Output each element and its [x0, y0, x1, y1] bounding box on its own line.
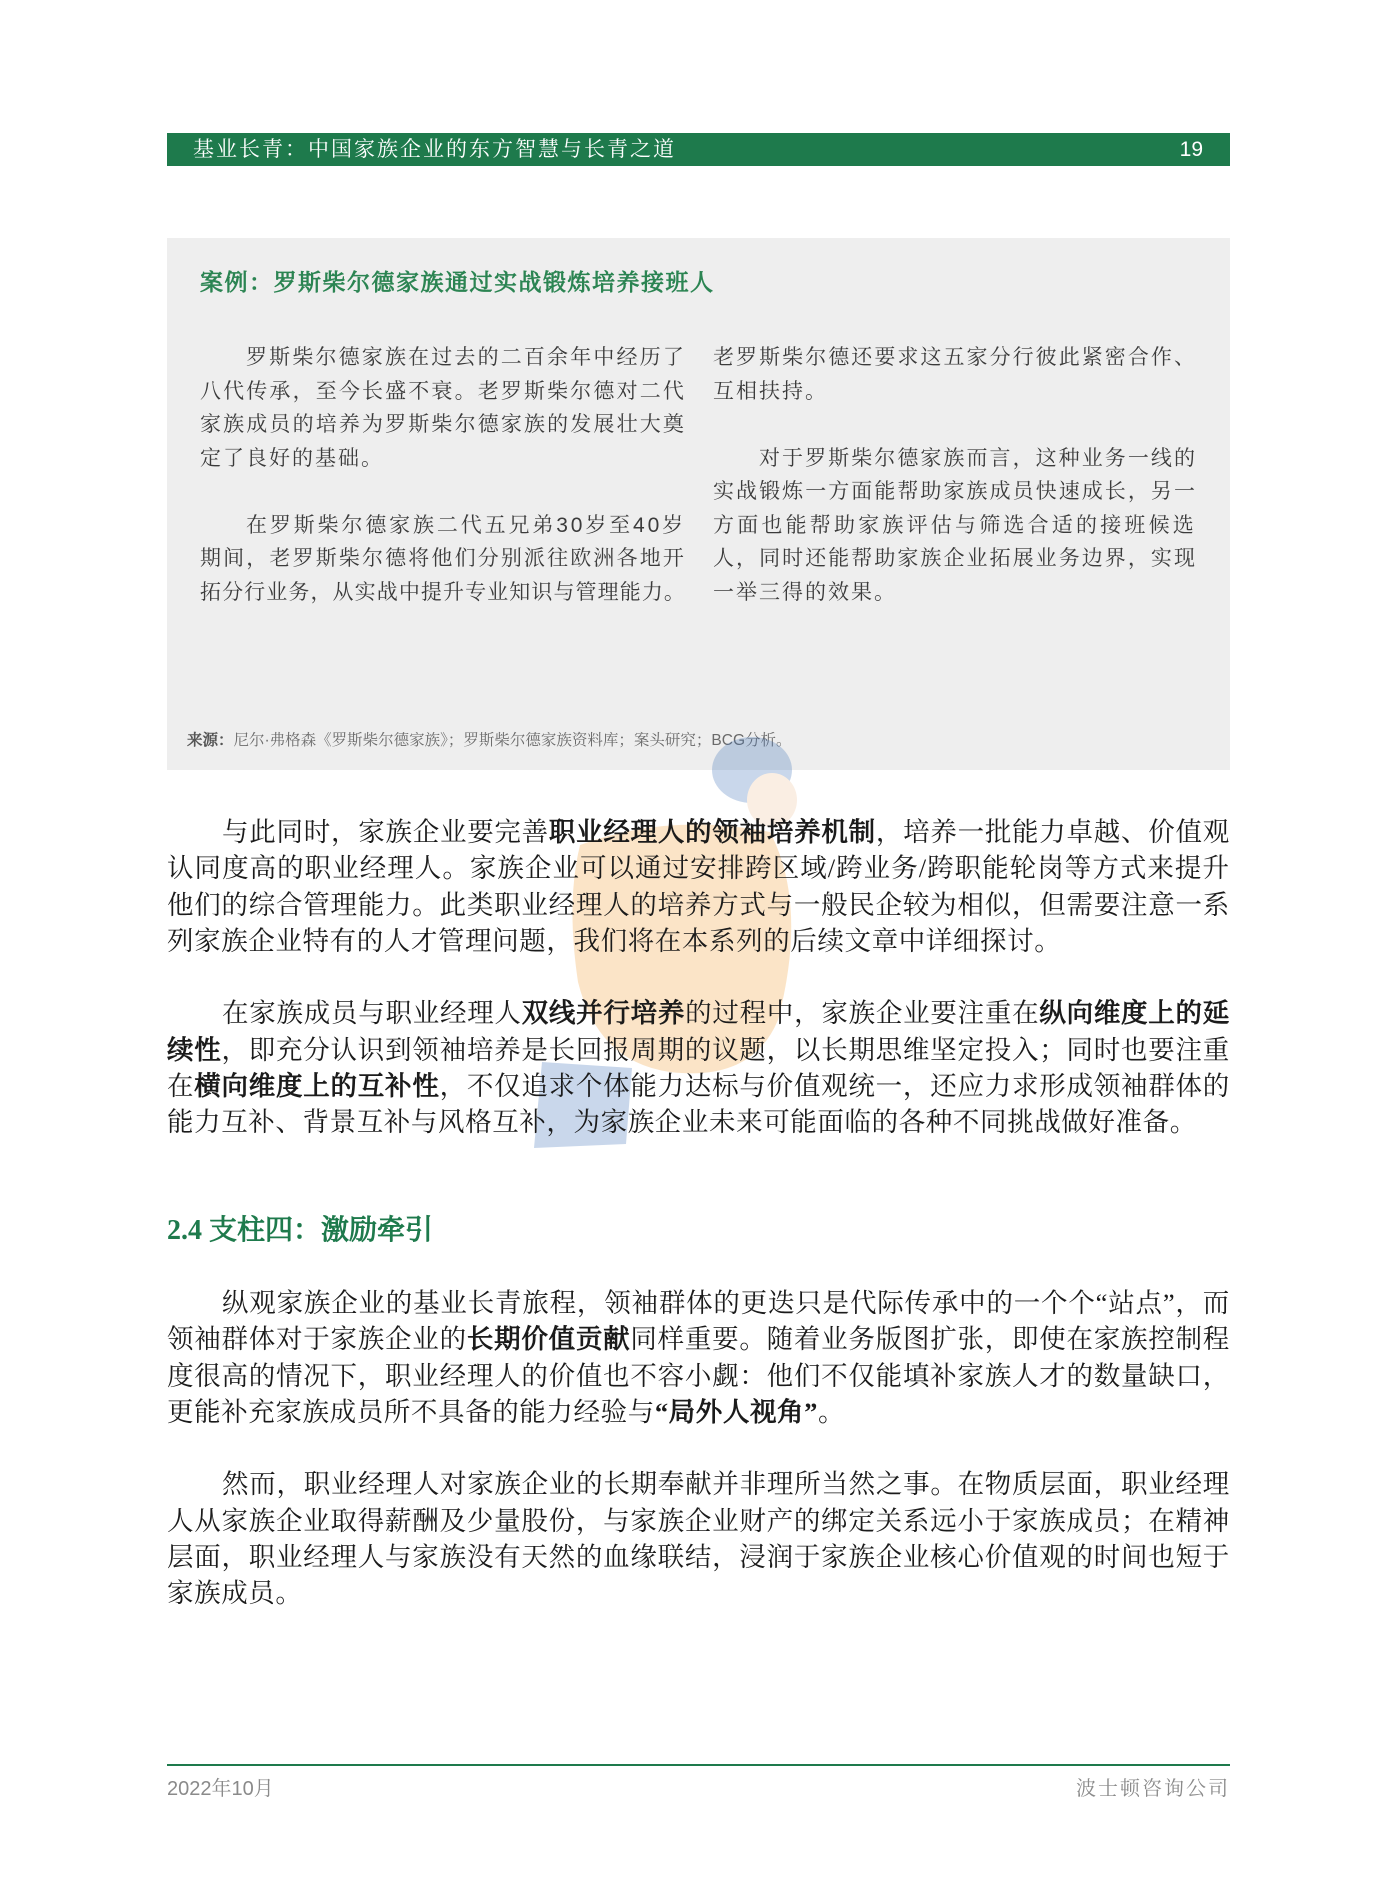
- running-header: [167, 133, 1230, 166]
- text-segment: 八代传承，至今长盛不衰。老罗斯柴尔德对二代: [200, 379, 686, 403]
- text-line-content: [200, 542, 686, 576]
- text-segment: 对于罗斯柴尔德家族而言，这种业务一线的: [759, 446, 1197, 470]
- text-line-content: [167, 1068, 1230, 1104]
- text-segment: 一举三得的效果。: [713, 580, 897, 604]
- case-study-paragraph-continued: [713, 341, 1197, 408]
- body-paragraph: [167, 1285, 1230, 1430]
- bold-emphasis: 长期价值贡献: [466, 1324, 631, 1355]
- text-line-content: [167, 1575, 303, 1611]
- case-study-title: 案例：罗斯柴尔德家族通过实战锻炼培养接班人: [200, 269, 715, 295]
- text-line: [713, 509, 1197, 543]
- case-study-box: [167, 238, 1230, 770]
- text-line-content: [200, 576, 686, 610]
- case-study-paragraph: [200, 509, 686, 610]
- text-segment: 更能补充家族成员所不具备的能力经验与: [167, 1396, 655, 1427]
- text-line: [713, 475, 1197, 509]
- body-paragraph: [167, 995, 1230, 1140]
- text-segment: 在: [167, 1071, 195, 1102]
- text-line: [200, 542, 686, 576]
- footer-rule: [167, 1764, 1230, 1766]
- body-paragraph: [167, 814, 1230, 959]
- text-segment: ，不仅追求个体能力达标与价值观统一，还应力求形成领袖群体的: [439, 1071, 1231, 1102]
- text-segment: 在罗斯柴尔德家族二代五兄弟30岁至40岁: [246, 513, 686, 537]
- bold-emphasis: 续性: [167, 1034, 222, 1065]
- body-text-before-heading: [167, 814, 1230, 1141]
- text-line: [167, 1068, 1230, 1104]
- bold-emphasis: 横向维度上的互补性: [194, 1071, 440, 1102]
- source-text: 尼尔·弗格森《罗斯柴尔德家族》；罗斯柴尔德家族资料库；案头研究；BCG分析。: [233, 732, 792, 749]
- case-study-paragraph: [713, 442, 1197, 610]
- bold-emphasis: 纵向维度上的延: [1039, 998, 1231, 1029]
- text-line-content: [713, 475, 1197, 509]
- page-number: 19: [1179, 138, 1203, 161]
- case-study-source: [187, 729, 792, 753]
- text-line-content: [222, 1285, 1230, 1321]
- text-line-content: [167, 887, 1230, 923]
- case-study-paragraph: [200, 341, 686, 475]
- text-segment: 他们的综合管理能力。此类职业经理人的培养方式与一般民企较为相似，但需要注意一系: [167, 889, 1230, 920]
- text-line: [200, 341, 686, 375]
- text-line: [167, 1466, 1230, 1502]
- text-segment: ，培养一批能力卓越、价值观: [875, 817, 1231, 847]
- text-line: [167, 1575, 1230, 1611]
- text-line: [167, 1394, 1230, 1430]
- text-segment: 定了良好的基础。: [200, 446, 384, 470]
- text-line-content: [167, 923, 1061, 959]
- text-segment: 列家族企业特有的人才管理问题，我们将在本系列的后续文章中详细探讨。: [167, 925, 1062, 956]
- text-segment: 能力互补、背景互补与风格互补，为家族企业未来可能面临的各种不同挑战做好准备。: [167, 1107, 1197, 1138]
- text-segment: 罗斯柴尔德家族在过去的二百余年中经历了: [246, 346, 686, 369]
- text-line: [167, 1503, 1230, 1539]
- bold-emphasis: 职业经理人的领袖培养机制: [548, 817, 876, 847]
- text-line-content: [222, 995, 1230, 1031]
- bold-emphasis: 双线并行培养: [521, 998, 686, 1029]
- text-line-content: [713, 576, 897, 610]
- bold-emphasis: “局外人视角”: [654, 1396, 819, 1427]
- text-line-content: [167, 850, 1230, 886]
- text-line-content: [222, 814, 1230, 850]
- text-line: [167, 995, 1230, 1031]
- text-segment: 方面也能帮助家族评估与筛选合适的接班候选: [713, 513, 1197, 537]
- body-paragraph: [167, 1466, 1230, 1611]
- text-segment: 与此同时，家族企业要完善: [222, 817, 549, 847]
- case-study-right-column: [713, 341, 1197, 609]
- body-text-after-heading: [167, 1285, 1230, 1612]
- case-study-left-column: [200, 341, 686, 609]
- text-segment: 同样重要。随着业务版图扩张，即使在家族控制程: [630, 1324, 1231, 1355]
- text-line-content: [713, 341, 1197, 375]
- text-line: [167, 887, 1230, 923]
- text-line: [200, 442, 686, 476]
- text-line: [713, 375, 1197, 409]
- text-segment: 拓分行业务，从实战中提升专业知识与管理能力。: [200, 580, 686, 604]
- section-heading: 2.4 支柱四：激励牵引: [167, 1215, 434, 1246]
- text-line-content: [713, 542, 1197, 576]
- text-line-content: [167, 1321, 1230, 1357]
- text-line: [167, 814, 1230, 850]
- text-line: [167, 1285, 1230, 1321]
- text-line-content: [167, 1503, 1230, 1539]
- text-segment: 。: [818, 1396, 846, 1427]
- text-segment: 然而，职业经理人对家族企业的长期奉献并非理所当然之事。在物质层面，职业经理: [222, 1469, 1230, 1500]
- text-segment: 的过程中，家族企业要注重在: [685, 998, 1040, 1029]
- text-line: [713, 542, 1197, 576]
- footer-date: 2022年10月: [167, 1778, 274, 1800]
- text-line: [167, 1104, 1230, 1140]
- text-line-content: [167, 1539, 1230, 1575]
- text-line-content: [222, 1466, 1230, 1502]
- text-line-content: [713, 375, 828, 409]
- text-segment: 纵观家族企业的基业长青旅程，领袖群体的更迭只是代际传承中的一个个“站点”，而: [222, 1288, 1230, 1318]
- text-line: [713, 442, 1197, 476]
- source-label: 来源：: [187, 732, 234, 749]
- text-line-content: [200, 408, 686, 442]
- text-line: [167, 1539, 1230, 1575]
- text-line-content: [246, 341, 686, 375]
- text-segment: 在家族成员与职业经理人: [222, 998, 522, 1029]
- text-line: [200, 408, 686, 442]
- text-segment: 人，同时还能帮助家族企业拓展业务边界，实现: [713, 547, 1197, 570]
- text-line-content: [759, 442, 1197, 476]
- text-segment: 认同度高的职业经理人。家族企业可以通过安排跨区域/跨业务/跨职能轮岗等方式来提升: [167, 853, 1230, 884]
- text-segment: 层面，职业经理人与家族没有天然的血缘联结，浸润于家族企业核心价值观的时间也短于: [167, 1542, 1230, 1573]
- text-line: [167, 1358, 1230, 1394]
- text-line: [200, 509, 686, 543]
- text-line-content: [713, 509, 1197, 543]
- running-header-title: 基业长青：中国家族企业的东方智慧与长青之道: [193, 138, 676, 161]
- text-segment: 实战锻炼一方面能帮助家族成员快速成长，另一: [713, 480, 1197, 503]
- text-segment: ，即充分认识到领袖培养是长回报周期的议题，以长期思维坚定投入；同时也要注重: [221, 1034, 1231, 1065]
- text-segment: 人从家族企业取得薪酬及少量股份，与家族企业财产的绑定关系远小于家族成员；在精神: [167, 1505, 1230, 1536]
- text-line-content: [167, 1394, 845, 1430]
- text-line-content: [246, 509, 686, 543]
- text-line: [713, 341, 1197, 375]
- text-segment: 互相扶持。: [713, 379, 828, 403]
- text-segment: 期间，老罗斯柴尔德将他们分别派往欧洲各地开: [200, 547, 686, 570]
- text-segment: 老罗斯柴尔德还要求这五家分行彼此紧密合作、: [713, 346, 1197, 369]
- text-line: [713, 576, 1197, 610]
- text-line: [200, 375, 686, 409]
- text-line-content: [167, 1032, 1230, 1068]
- text-line-content: [167, 1104, 1197, 1140]
- text-segment: 度很高的情况下，职业经理人的价值也不容小觑：他们不仅能填补家族人才的数量缺口，: [167, 1360, 1230, 1391]
- text-segment: 家族成员的培养为罗斯柴尔德家族的发展壮大奠: [200, 413, 686, 436]
- text-line: [200, 576, 686, 610]
- text-segment: 家族成员。: [167, 1578, 303, 1609]
- footer-publisher: 波士顿咨询公司: [1076, 1778, 1230, 1800]
- text-line-content: [200, 442, 384, 476]
- text-line: [167, 850, 1230, 886]
- text-segment: 领袖群体对于家族企业的: [167, 1324, 467, 1355]
- text-line: [167, 1032, 1230, 1068]
- text-line-content: [167, 1358, 1230, 1394]
- text-line-content: [200, 375, 686, 409]
- text-line: [167, 1321, 1230, 1357]
- text-line: [167, 923, 1230, 959]
